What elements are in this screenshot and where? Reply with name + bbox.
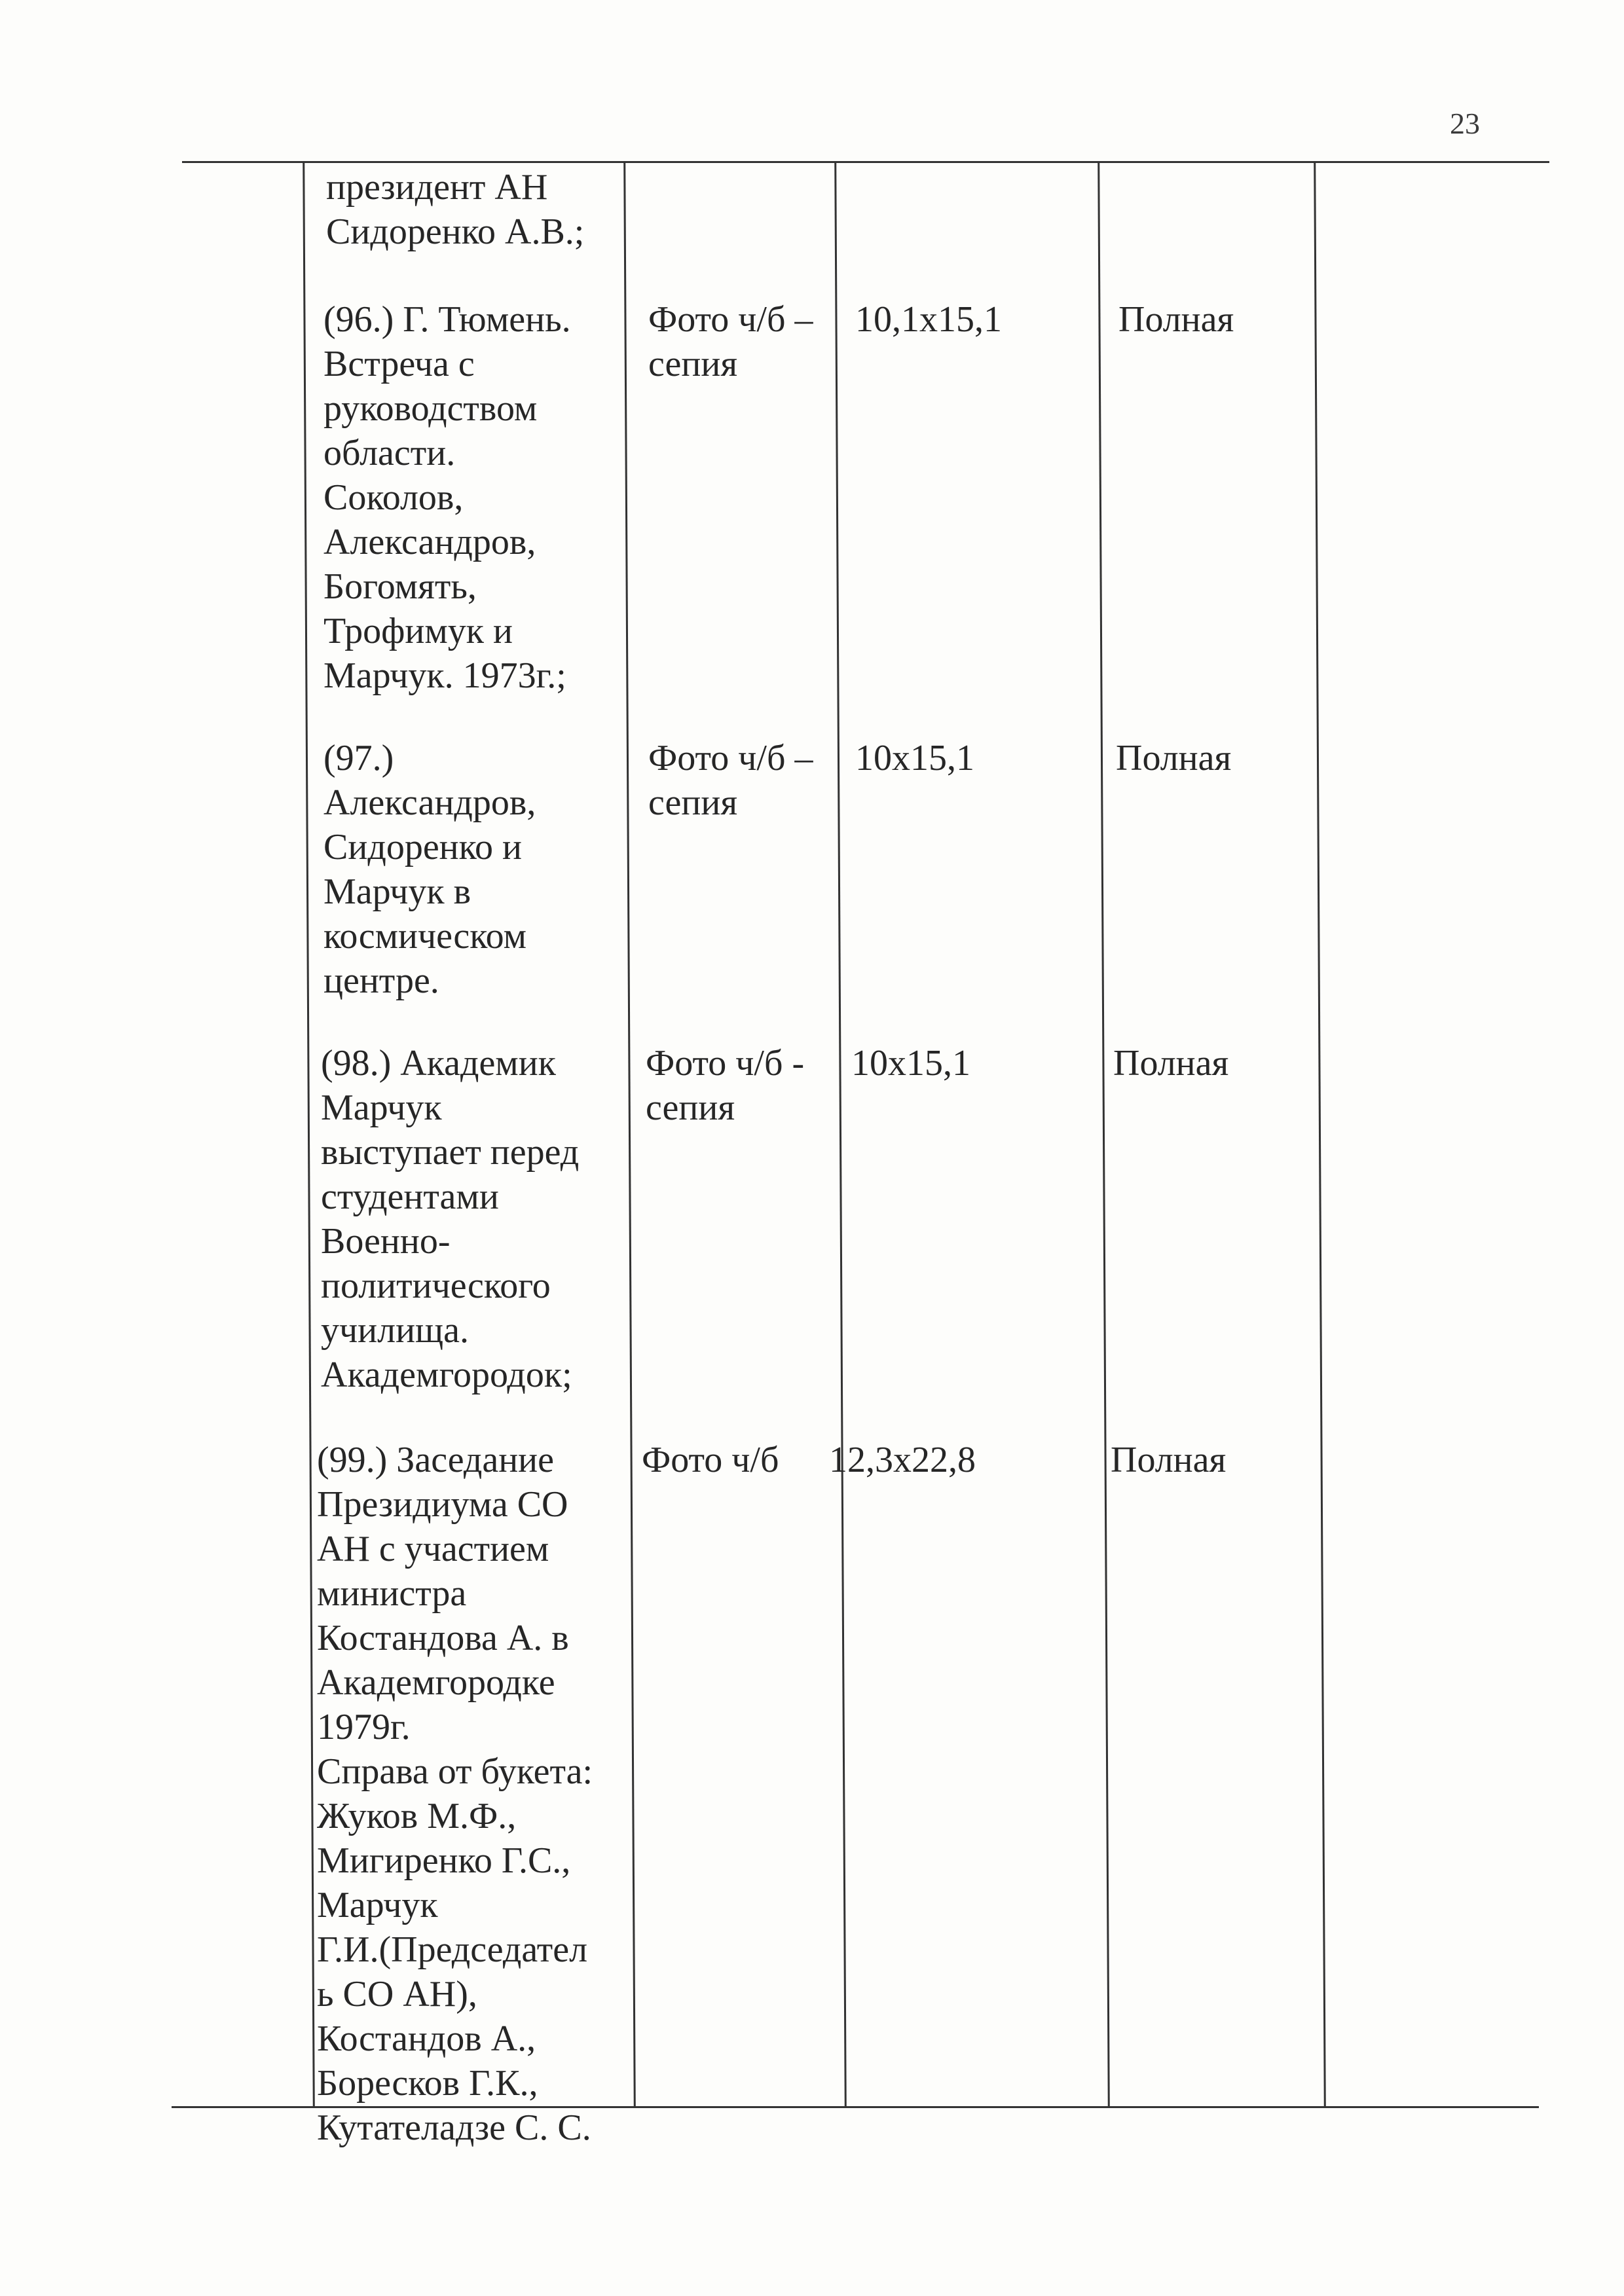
- column-border: [834, 162, 847, 2107]
- column-border: [303, 162, 315, 2107]
- row-description: (99.) Заседание Президиума СО АН с участием министра Костандова А. в Академгородке 1979г. Справа от букета: Жуков М.Ф., Мигиренко Г.С., Марчук Г.И.(Председател ь СО АН), Костандов А., Боресков Г.К., Кутателадзе С. С.: [317, 1440, 593, 2148]
- row-completeness: Полная: [1116, 738, 1232, 778]
- column-border: [1098, 162, 1110, 2107]
- row-completeness: Полная: [1118, 299, 1234, 340]
- page-number: 23: [1450, 107, 1480, 140]
- column-border: [623, 162, 636, 2107]
- row-completeness: Полная: [1113, 1043, 1229, 1084]
- row-type: Фото ч/б – сепия: [648, 299, 813, 384]
- row-size: 10х15,1: [855, 738, 974, 778]
- row-type: Фото ч/б – сепия: [648, 738, 813, 823]
- column-border: [1314, 162, 1326, 2107]
- table-top-border: [182, 161, 1549, 163]
- row-description: (96.) Г. Тюмень. Встреча с руководством области. Соколов, Александров, Богомять, Трофимук и Марчук. 1973г.;: [323, 299, 571, 696]
- row-completeness: Полная: [1111, 1440, 1227, 1480]
- row-size: 12,3х22,8: [829, 1440, 976, 1480]
- row-description: (97.) Александров, Сидоренко и Марчук в космическом центре.: [323, 738, 536, 1001]
- row-type: Фото ч/б - сепия: [646, 1043, 805, 1128]
- row-type: Фото ч/б: [642, 1440, 779, 1480]
- continuation-text: президент АН Сидоренко А.В.;: [326, 167, 585, 252]
- row-size: 10х15,1: [851, 1043, 970, 1084]
- row-size: 10,1х15,1: [855, 299, 1002, 340]
- row-description: (98.) Академик Марчук выступает перед студентами Военно- политического училища. Академгородок;: [321, 1043, 580, 1395]
